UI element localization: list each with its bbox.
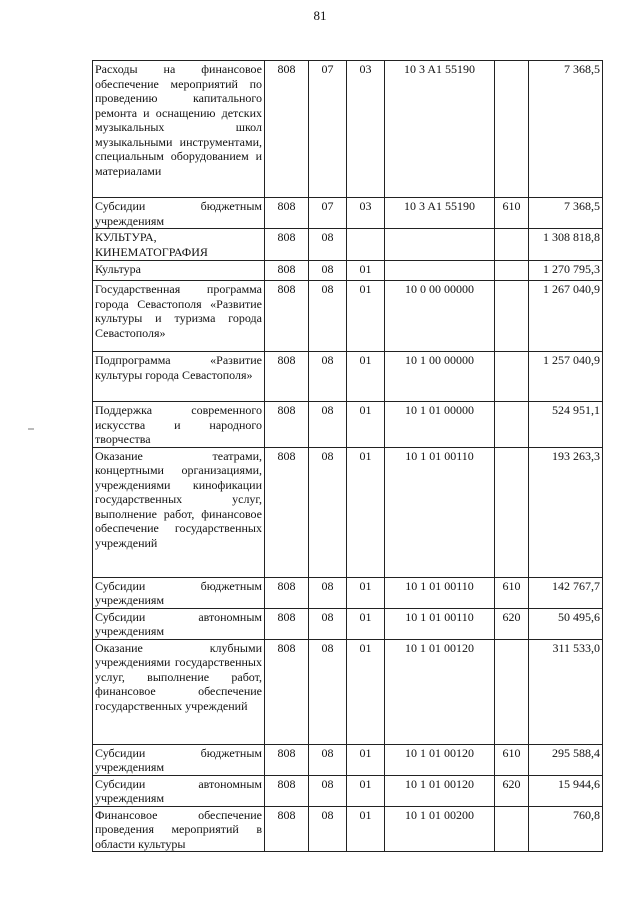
row-ministry-code: 808 (265, 744, 309, 775)
row-target-article: 10 1 00 00000 (385, 352, 495, 402)
table-row (93, 639, 603, 744)
row-target-article: 10 1 01 00110 (385, 608, 495, 639)
row-amount: 7 368,5 (529, 198, 603, 229)
row-subsection-code: 01 (347, 608, 385, 639)
row-subsection-code: 01 (347, 806, 385, 852)
row-name-cell: Оказание клубными учреждениями государственных услуг, выполнение работ, финансовое обеспечение государственных учреждений (93, 639, 265, 744)
row-expense-type: 610 (495, 577, 529, 608)
row-ministry-code: 808 (265, 261, 309, 281)
row-target-article: 10 3 A1 55190 (385, 198, 495, 229)
row-section-code: 08 (309, 352, 347, 402)
row-amount: 311 533,0 (529, 639, 603, 744)
row-target-article: 10 1 01 00000 (385, 402, 495, 448)
row-subsection-code: 03 (347, 61, 385, 198)
budget-table-body (93, 61, 603, 852)
scan-artifact (28, 428, 34, 430)
row-name-cell: Поддержка современного искусства и народного творчества (93, 402, 265, 448)
row-subsection-code: 01 (347, 775, 385, 806)
row-amount: 295 588,4 (529, 744, 603, 775)
row-amount: 1 257 040,9 (529, 352, 603, 402)
row-amount: 50 495,6 (529, 608, 603, 639)
row-expense-type (495, 447, 529, 577)
table-row (93, 806, 603, 852)
row-name-cell: Субсидии бюджетным учреждениям (93, 577, 265, 608)
row-target-article: 10 3 A1 55190 (385, 61, 495, 198)
row-target-article: 10 1 01 00200 (385, 806, 495, 852)
row-target-article: 10 0 00 00000 (385, 281, 495, 352)
row-amount: 7 368,5 (529, 61, 603, 198)
row-expense-type (495, 352, 529, 402)
row-section-code: 08 (309, 775, 347, 806)
row-ministry-code: 808 (265, 281, 309, 352)
row-expense-type (495, 61, 529, 198)
table-row (93, 608, 603, 639)
row-expense-type (495, 229, 529, 261)
row-target-article: 10 1 01 00120 (385, 744, 495, 775)
row-subsection-code: 01 (347, 402, 385, 448)
row-section-code: 08 (309, 608, 347, 639)
row-subsection-code: 01 (347, 447, 385, 577)
row-subsection-code: 01 (347, 639, 385, 744)
row-subsection-code: 01 (347, 352, 385, 402)
row-ministry-code: 808 (265, 229, 309, 261)
budget-table (92, 60, 603, 852)
row-section-code: 08 (309, 639, 347, 744)
row-target-article (385, 229, 495, 261)
row-ministry-code: 808 (265, 806, 309, 852)
row-ministry-code: 808 (265, 639, 309, 744)
row-target-article: 10 1 01 00120 (385, 639, 495, 744)
row-section-code: 08 (309, 229, 347, 261)
row-expense-type (495, 261, 529, 281)
row-expense-type (495, 281, 529, 352)
row-name-cell: Культура (93, 261, 265, 281)
row-name-cell: Оказание театрами, концертными организациями, учреждениями кинофикации государственных услуг, выполнение работ, финансовое обеспечение государственных учреждений (93, 447, 265, 577)
row-target-article: 10 1 01 00110 (385, 447, 495, 577)
row-name-cell: Субсидии бюджетным учреждениям (93, 744, 265, 775)
row-expense-type (495, 639, 529, 744)
row-ministry-code: 808 (265, 608, 309, 639)
table-row (93, 352, 603, 402)
row-subsection-code: 01 (347, 261, 385, 281)
row-ministry-code: 808 (265, 198, 309, 229)
row-name-cell: КУЛЬТУРА, КИНЕМАТОГРАФИЯ (93, 229, 265, 261)
row-ministry-code: 808 (265, 352, 309, 402)
row-expense-type: 620 (495, 608, 529, 639)
row-name-cell: Подпрограмма «Развитие культуры города Севастополя» (93, 352, 265, 402)
row-ministry-code: 808 (265, 577, 309, 608)
row-section-code: 08 (309, 261, 347, 281)
row-section-code: 07 (309, 61, 347, 198)
row-name-cell: Расходы на финансовое обеспечение мероприятий по проведению капитального ремонта и оснащению детских музыкальных школ музыкальными инструментами, специальным оборудованием и материалами (93, 61, 265, 198)
row-name-cell: Субсидии бюджетным учреждениям (93, 198, 265, 229)
table-row (93, 281, 603, 352)
row-section-code: 07 (309, 198, 347, 229)
row-subsection-code: 01 (347, 744, 385, 775)
table-row (93, 61, 603, 198)
row-subsection-code: 01 (347, 281, 385, 352)
row-expense-type: 620 (495, 775, 529, 806)
row-section-code: 08 (309, 806, 347, 852)
row-amount: 142 767,7 (529, 577, 603, 608)
row-subsection-code (347, 229, 385, 261)
row-name-cell: Государственная программа города Севастополя «Развитие культуры и туризма города Севастополя» (93, 281, 265, 352)
row-ministry-code: 808 (265, 447, 309, 577)
row-subsection-code: 03 (347, 198, 385, 229)
row-amount: 1 270 795,3 (529, 261, 603, 281)
table-row (93, 402, 603, 448)
row-amount: 193 263,3 (529, 447, 603, 577)
table-row (93, 261, 603, 281)
row-name-cell: Финансовое обеспечение проведения мероприятий в области культуры (93, 806, 265, 852)
row-expense-type (495, 402, 529, 448)
row-amount: 524 951,1 (529, 402, 603, 448)
row-ministry-code: 808 (265, 402, 309, 448)
row-expense-type (495, 806, 529, 852)
row-target-article: 10 1 01 00110 (385, 577, 495, 608)
row-ministry-code: 808 (265, 775, 309, 806)
row-target-article (385, 261, 495, 281)
row-expense-type: 610 (495, 744, 529, 775)
row-section-code: 08 (309, 577, 347, 608)
row-subsection-code: 01 (347, 577, 385, 608)
row-expense-type: 610 (495, 198, 529, 229)
table-row (93, 447, 603, 577)
row-section-code: 08 (309, 281, 347, 352)
row-amount: 760,8 (529, 806, 603, 852)
table-row (93, 229, 603, 261)
row-amount: 1 267 040,9 (529, 281, 603, 352)
row-section-code: 08 (309, 447, 347, 577)
table-row (93, 198, 603, 229)
table-row (93, 577, 603, 608)
row-target-article: 10 1 01 00120 (385, 775, 495, 806)
row-amount: 1 308 818,8 (529, 229, 603, 261)
row-amount: 15 944,6 (529, 775, 603, 806)
row-name-cell: Субсидии автономным учреждениям (93, 775, 265, 806)
row-ministry-code: 808 (265, 61, 309, 198)
row-name-cell: Субсидии автономным учреждениям (93, 608, 265, 639)
row-section-code: 08 (309, 402, 347, 448)
row-section-code: 08 (309, 744, 347, 775)
table-row (93, 744, 603, 775)
page-number: 81 (313, 8, 327, 23)
table-row (93, 775, 603, 806)
